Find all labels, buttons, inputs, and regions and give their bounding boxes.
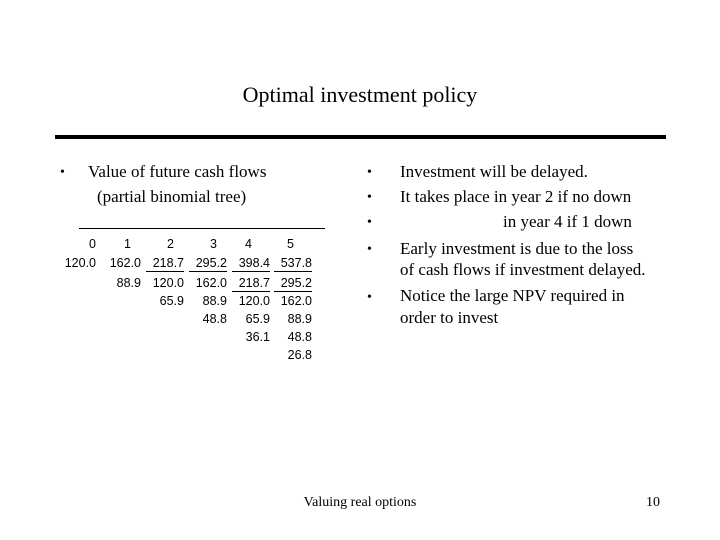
right-bullet-text-continued: order to invest [400, 308, 499, 327]
right-bullet-marker: • [367, 242, 372, 257]
tree-value-cell: 26.8 [287, 348, 312, 362]
tree-value-cell: 36.1 [245, 330, 270, 344]
tree-value-cell: 162.0 [109, 256, 141, 270]
tree-value-cell: 88.9 [116, 276, 141, 290]
tree-header-cell: 1 [124, 237, 131, 251]
tree-value-cell: 48.8 [287, 330, 312, 344]
right-bullet-marker: • [367, 290, 372, 305]
left-bullet-line-2: (partial binomial tree) [97, 187, 247, 206]
tree-value-cell: 88.9 [202, 294, 227, 308]
right-bullet-text: in year 4 if 1 down [503, 212, 632, 231]
tree-underline [274, 291, 312, 292]
tree-value-cell: 398.4 [238, 256, 270, 270]
tree-value-cell: 162.0 [195, 276, 227, 290]
tree-value-cell: 218.7 [238, 276, 270, 290]
left-bullet-marker: • [60, 165, 65, 180]
tree-value-cell: 295.2 [195, 256, 227, 270]
slide-footer: Valuing real options [303, 495, 417, 510]
tree-value-cell: 295.2 [280, 276, 312, 290]
right-bullet-text-continued: of cash flows if investment delayed. [400, 260, 646, 279]
tree-underline [232, 291, 270, 292]
tree-header-cell: 5 [287, 237, 294, 251]
right-bullet-marker: • [367, 165, 372, 180]
page-number: 10 [646, 495, 660, 510]
tree-underline [189, 271, 227, 272]
right-bullet-text: Investment will be delayed. [400, 162, 588, 181]
title-divider [55, 135, 666, 139]
right-bullet-text: Early investment is due to the loss [400, 239, 634, 258]
tree-value-cell: 88.9 [287, 312, 312, 326]
tree-value-cell: 537.8 [280, 256, 312, 270]
tree-value-cell: 120.0 [152, 276, 184, 290]
tree-header-cell: 3 [210, 237, 217, 251]
tree-value-cell: 162.0 [280, 294, 312, 308]
right-bullet-marker: • [367, 190, 372, 205]
tree-value-cell: 65.9 [159, 294, 184, 308]
right-bullet-marker: • [367, 215, 372, 230]
tree-underline [274, 271, 312, 272]
tree-value-cell: 218.7 [152, 256, 184, 270]
left-bullet-line-1: Value of future cash flows [88, 162, 267, 181]
tree-value-cell: 120.0 [64, 256, 96, 270]
right-bullet-text: Notice the large NPV required in [400, 286, 625, 305]
tree-value-cell: 48.8 [202, 312, 227, 326]
tree-underline [146, 271, 184, 272]
tree-value-cell: 65.9 [245, 312, 270, 326]
right-bullet-text: It takes place in year 2 if no down [400, 187, 632, 206]
slide-title: Optimal investment policy [242, 82, 478, 107]
tree-top-rule [79, 228, 325, 229]
tree-value-cell: 120.0 [238, 294, 270, 308]
tree-header-cell: 4 [245, 237, 252, 251]
tree-header-cell: 2 [167, 237, 174, 251]
tree-underline [232, 271, 270, 272]
tree-header-cell: 0 [89, 237, 96, 251]
